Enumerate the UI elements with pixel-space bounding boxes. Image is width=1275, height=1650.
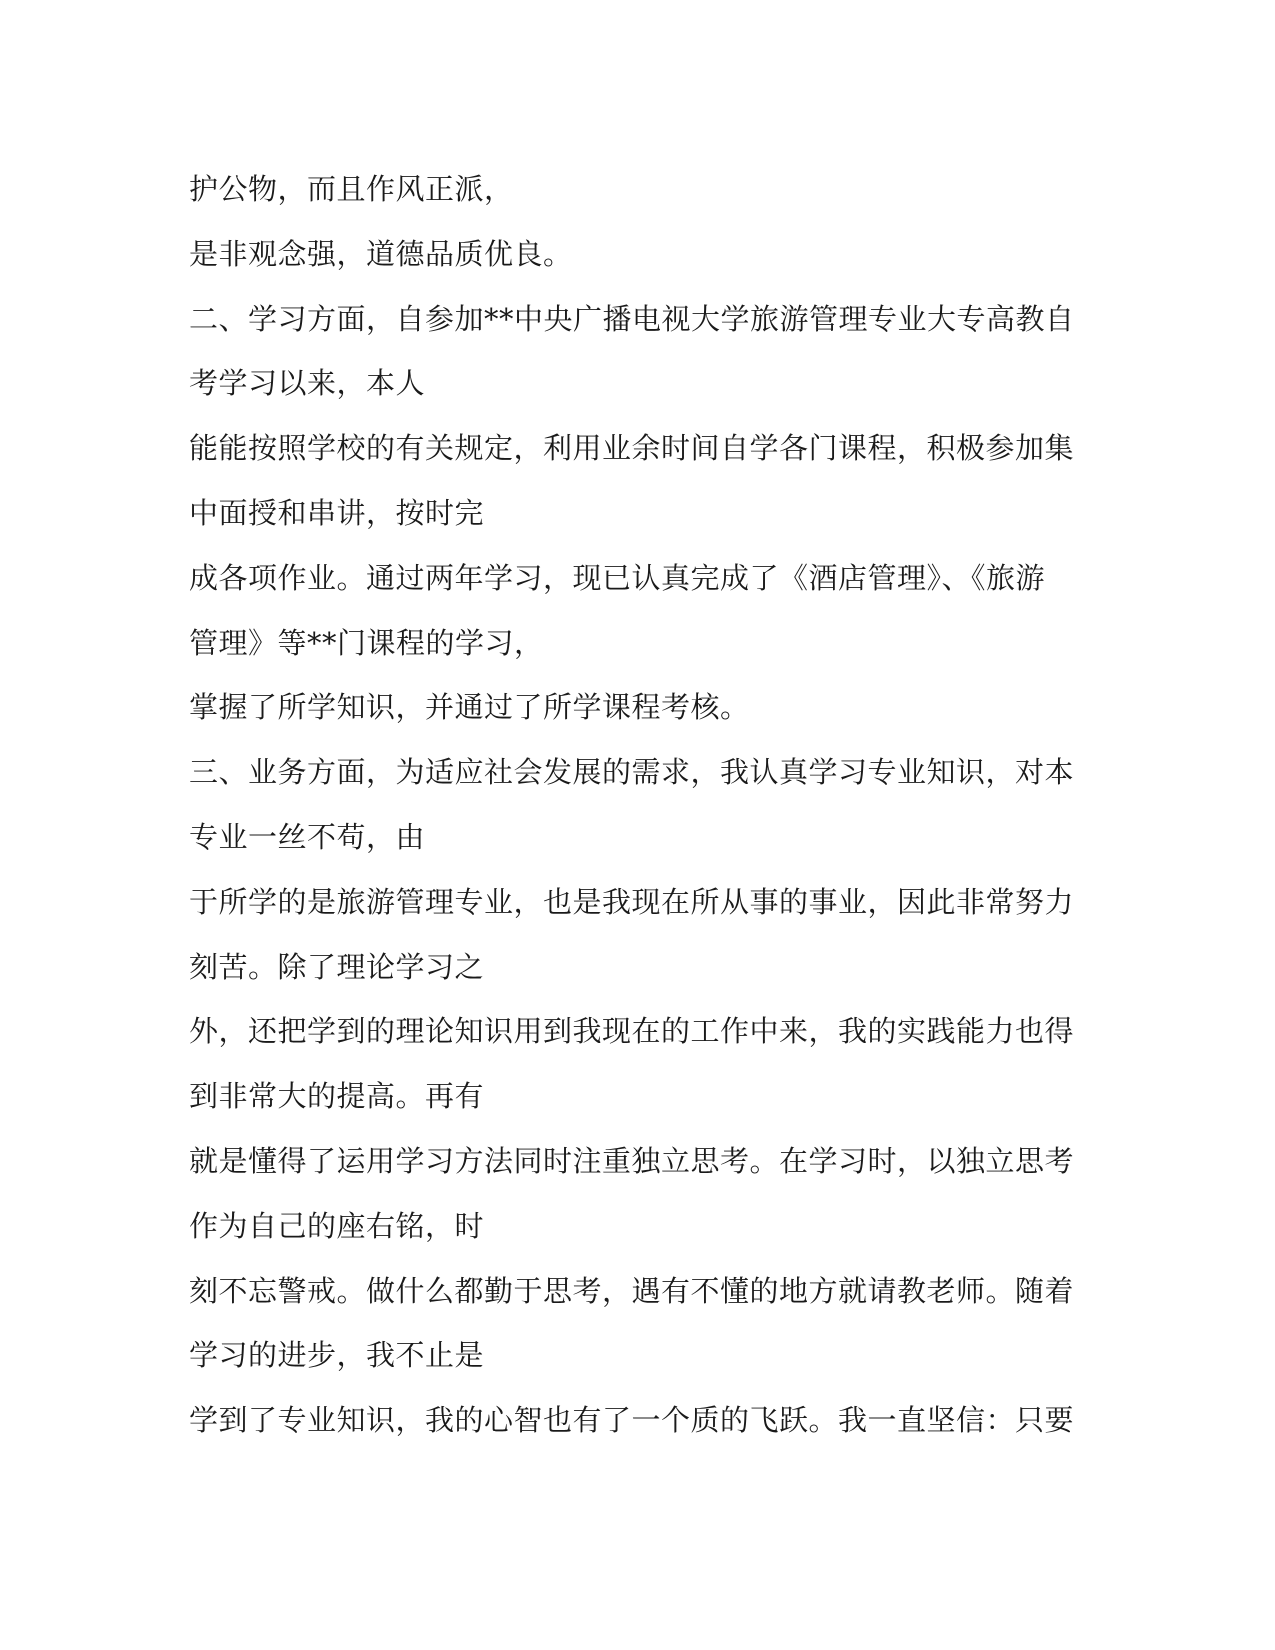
- text-line: 管理》等**门课程的学习，: [189, 625, 544, 660]
- text-line: 是非观念强，道德品质优良。: [189, 236, 573, 271]
- text-line: 考学习以来，本人: [189, 366, 426, 401]
- text-line: 刻不忘警戒。做什么都勤于思考，遇有不懂的地方就请教老师。随着: [189, 1273, 1075, 1308]
- text-line: 中面授和串讲，按时完: [189, 495, 485, 530]
- document-body: [189, 157, 1075, 1453]
- text-line: 外，还把学到的理论知识用到我现在的工作中来，我的实践能力也得: [189, 1014, 1075, 1049]
- text-line: 就是懂得了运用学习方法同时注重独立思考。在学习时，以独立思考: [189, 1143, 1075, 1178]
- text-line: 掌握了所学知识，并通过了所学课程考核。: [189, 690, 750, 725]
- text-line: 到非常大的提高。再有: [189, 1079, 485, 1114]
- text-line: 作为自己的座右铭，时: [189, 1208, 485, 1243]
- text-line: 于所学的是旅游管理专业，也是我现在所从事的事业，因此非常努力: [189, 884, 1075, 919]
- text-line: 学习的进步，我不止是: [189, 1338, 485, 1373]
- text-line: 刻苦。除了理论学习之: [189, 949, 485, 984]
- text-line: 专业一丝不苟，由: [189, 819, 426, 854]
- text-line: 能能按照学校的有关规定，利用业余时间自学各门课程，积极参加集: [189, 431, 1075, 466]
- text-line: 二、学习方面，自参加**中央广播电视大学旅游管理专业大专高教自: [189, 301, 1075, 336]
- text-line: 成各项作业。通过两年学习，现已认真完成了《酒店管理》、《旅游: [189, 560, 1046, 595]
- text-line: 护公物，而且作风正派，: [189, 172, 514, 206]
- text-line: 三、业务方面，为适应社会发展的需求，我认真学习专业知识，对本: [189, 755, 1075, 790]
- text-line: 学到了专业知识，我的心智也有了一个质的飞跃。我一直坚信：只要: [189, 1403, 1075, 1438]
